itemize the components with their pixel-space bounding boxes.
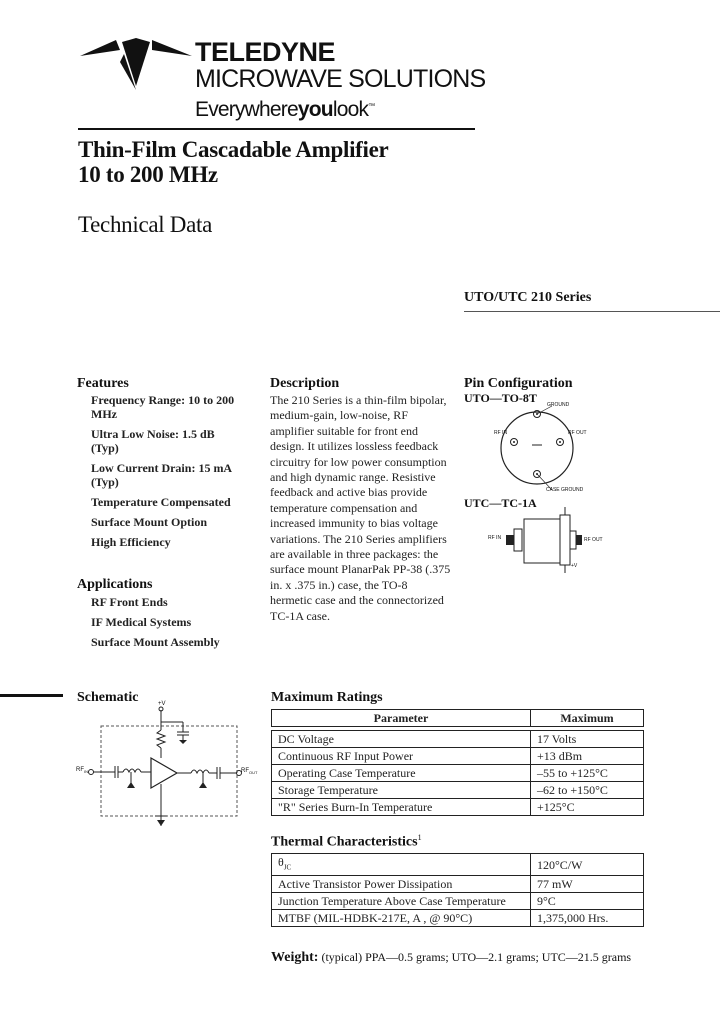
description-heading: Description [270,376,340,391]
tc1a-rfin-label: RF IN [488,535,502,541]
uto-package-label: UTO—TO-8T [464,391,537,405]
weight-label: Weight: [271,950,319,965]
value-cell: +13 dBm [531,748,644,765]
schematic-rfout-label [241,768,257,775]
header-rule [78,128,475,130]
param-cell: "R" Series Burn-In Temperature [272,799,531,816]
pin-config-heading: Pin Configuration [464,376,573,391]
doc-title-line2: 10 to 200 MHz [78,162,218,187]
brand-name: TELEDYNE [195,37,336,67]
table-row [272,876,644,893]
table-row [272,910,644,927]
section-bar [0,694,63,697]
to8-case-ground-label: CASE GROUND [546,487,584,493]
value-cell: 1,375,000 Hrs. [531,910,644,927]
feature-item: Surface Mount Option [91,515,208,529]
param-cell: MTBF (MIL-HDBK-217E, A , @ 90°C) [272,910,531,927]
tagline-bold: you [297,98,333,121]
max-ratings-heading: Maximum Ratings [271,690,383,705]
feature-item: Temperature Compensated [91,495,231,509]
table-row [272,799,644,816]
param-cell: DC Voltage [272,731,531,748]
theta-symbol: θ [278,855,284,869]
table-row [272,731,644,748]
weight-line [271,950,631,966]
table-row [272,854,644,876]
doc-subtitle: Technical Data [78,212,213,237]
to8-rfout-label: RF OUT [568,430,587,436]
doc-title-line1: Thin-Film Cascadable Amplifier [78,137,389,162]
schematic-diagram [75,700,265,832]
param-cell: Operating Case Temperature [272,765,531,782]
table-row [272,748,644,765]
application-item: Surface Mount Assembly [91,635,220,649]
value-cell: –55 to +125°C [531,765,644,782]
value-cell: –62 to +150°C [531,782,644,799]
to8-rfin-label: RF IN [494,430,508,436]
series-label: UTO/UTC 210 Series [464,290,592,305]
rfout-text: RF [241,768,249,774]
feature-item: High Efficiency [91,535,171,549]
table-row [272,765,644,782]
tagline-tm: ™ [368,103,375,110]
tc1a-rfout-label: RF OUT [584,537,603,543]
max-ratings-header-row [272,710,644,727]
col-parameter: Parameter [272,710,531,727]
applications-heading: Applications [77,577,153,592]
to8-pinout-diagram [482,400,592,496]
rfout-sub: OUT [249,770,258,776]
param-cell [272,854,531,876]
value-cell: 17 Volts [531,731,644,748]
schematic-heading: Schematic [77,690,139,705]
param-cell: Junction Temperature Above Case Temperature [272,893,531,910]
feature-item: Ultra Low Noise: 1.5 dB (Typ) [91,427,215,455]
applications-list [91,595,220,649]
features-list [91,393,251,549]
schematic-rfin-label [76,767,88,774]
max-ratings-table [271,709,644,816]
table-row [272,893,644,910]
thermal-heading-sup: 1 [417,833,422,842]
schematic-vplus-label: +V [158,701,166,707]
table-row [272,782,644,799]
value-cell: 9°C [531,893,644,910]
tc1a-vplus-label: +V [571,563,578,569]
features-heading: Features [77,376,129,391]
thermal-heading-text: Thermal Characteristics [271,834,418,850]
col-maximum: Maximum [531,710,644,727]
brand-tagline [195,95,374,122]
series-rule [464,311,720,312]
to8-ground-label: GROUND [547,402,570,408]
param-cell: Active Transistor Power Dissipation [272,876,531,893]
rfin-text: RF [76,767,84,773]
param-cell: Continuous RF Input Power [272,748,531,765]
tagline-prefix: Everywhere [195,98,298,121]
value-cell: 120°C/W [531,854,644,876]
description-text: The 210 Series is a thin-film bipolar, medium-gain, low-noise, RF amplifier suitable for front end design. It utilizes lossless feedback circuitry for low power consumption and high dynamic range. Resistive feedback and active bias provide temperature compensation and increased immunity to bias voltage variations. The 210 Series amplifiers are available in three packages: the surface mount PlanarPak PP-38 (.375 in. x .375 in.) case, the TO-8 hermetic case and the connectorized TC-1A case. [270,393,451,623]
application-item: RF Front Ends [91,595,168,609]
application-item: IF Medical Systems [91,615,192,629]
doc-title [78,137,388,187]
feature-item: Low Current Drain: 15 mA (Typ) [91,461,232,489]
theta-sub: JC [283,863,292,872]
param-cell: Storage Temperature [272,782,531,799]
utc-package-label: UTC—TC-1A [464,496,537,510]
thermal-table [271,853,644,927]
value-cell: 77 mW [531,876,644,893]
weight-text: (typical) PPA—0.5 grams; UTO—2.1 grams; UTC—21.5 grams [321,950,632,964]
brand-division: MICROWAVE SOLUTIONS [195,65,486,93]
thermal-heading [271,833,422,851]
teledyne-logo-mark [80,38,192,90]
rfin-sub: IN [84,769,88,775]
feature-item: Frequency Range: 10 to 200 MHz [91,393,235,421]
value-cell: +125°C [531,799,644,816]
tagline-suffix: look [332,98,369,121]
